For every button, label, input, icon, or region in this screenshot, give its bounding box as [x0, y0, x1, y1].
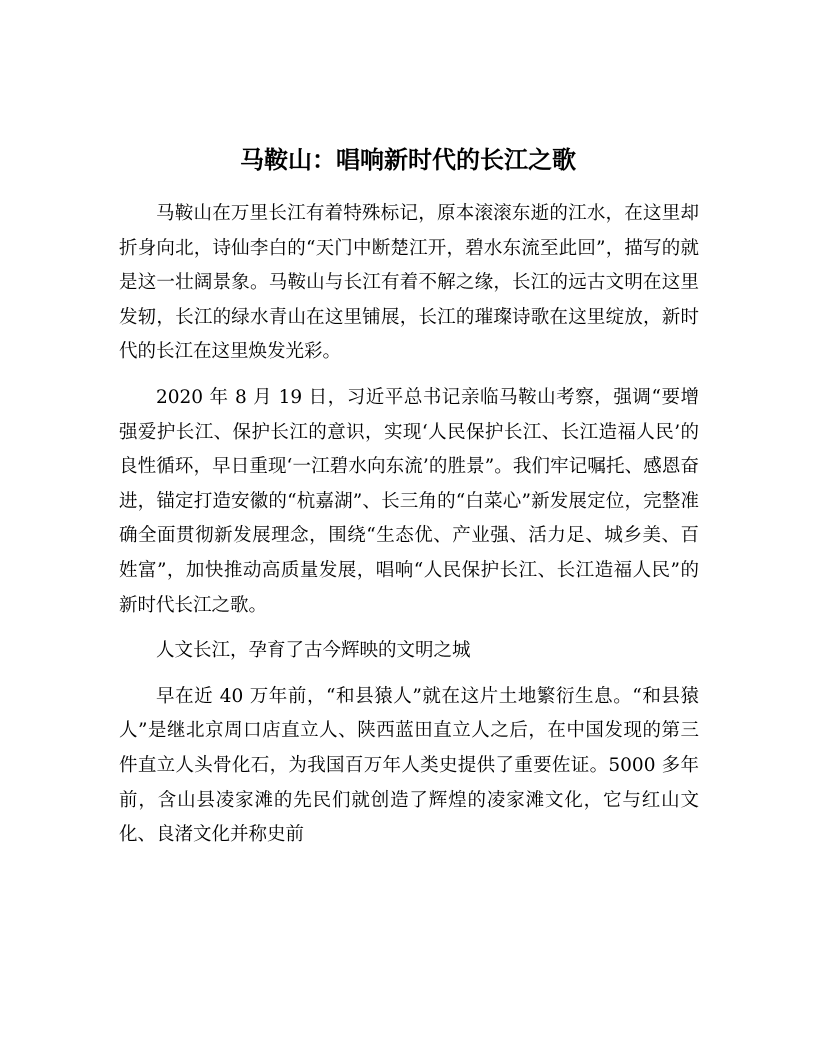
document-title: 马鞍山：唱响新时代的长江之歌: [240, 146, 576, 174]
paragraph-intro: 马鞍山在万里长江有着特殊标记，原本滚滚东逝的江水，在这里却折身向北，诗仙李白的“天门中断楚江开，碧水东流至此回”，描写的就是这一壮阔景象。马鞍山与长江有着不解之缘，长江的远古文明在这里发轫，长江的绿水青山在这里铺展，长江的璀璨诗歌在这里绽放，新时代的长江在这里焕发光彩。: [119, 203, 699, 363]
document-body: [119, 197, 699, 864]
paragraph-history: 早在近 40 万年前，“和县猿人”就在这片土地繁衍生息。“和县猿人”是继北京周口店直立人、陕西蓝田直立人之后，在中国发现的第三件直立人头骨化石，为我国百万年人类史提供了重要佐证。5000 多年前，含山县凌家滩的先民们就创造了辉煌的凌家滩文化，它与红山文化、良渚文化并称史前: [119, 685, 699, 846]
paragraph-visit: 2020 年 8 月 19 日，习近平总书记亲临马鞍山考察，强调“要增强爱护长江、保护长江的意识，实现‘人民保护长江、长江造福人民’的良性循环，早日重现‘一江碧水向东流’的胜景”。我们牢记嘱托、感恩奋进，锚定打造安徽的“杭嘉湖”、长三角的“白菜心”新发展定位，完整准确全面贯彻新发展理念，围绕“生态优、产业强、活力足、城乡美、百姓富”，加快推动高质量发展，唱响“人民保护长江、长江造福人民”的新时代长江之歌。: [119, 386, 699, 616]
section-heading: 人文长江，孕育了古今辉映的文明之城: [156, 640, 471, 662]
